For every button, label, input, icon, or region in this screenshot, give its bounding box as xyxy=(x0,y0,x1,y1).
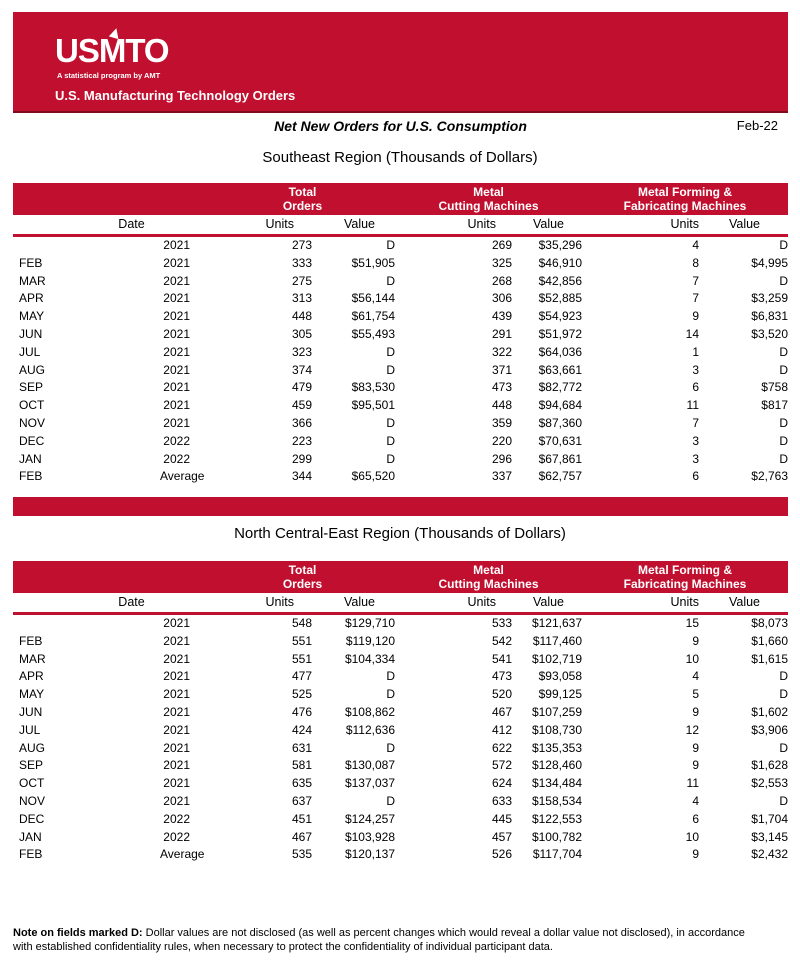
data-cell: 3 xyxy=(692,433,699,448)
date-cell xyxy=(13,668,210,702)
date-cell xyxy=(13,686,210,719)
date-year: 2021 xyxy=(163,704,190,719)
col-header-units: Units xyxy=(265,217,294,231)
date-year: 2021 xyxy=(163,740,190,755)
data-cell: 291 xyxy=(491,326,512,341)
average-cell: $2,432 xyxy=(751,847,788,862)
data-cell: D xyxy=(779,238,788,252)
data-cell: 622 xyxy=(491,740,512,755)
data-cell: $137,037 xyxy=(344,776,395,791)
data-cell: D xyxy=(779,273,788,288)
data-cell: D xyxy=(386,687,395,702)
date-month: AUG xyxy=(19,362,46,377)
data-cell: 220 xyxy=(491,433,512,448)
date-month: MAR xyxy=(19,273,46,288)
table-group-header xyxy=(13,561,788,593)
data-cell: D xyxy=(779,793,788,808)
date-month: FEB xyxy=(19,469,43,484)
data-cell: D xyxy=(386,415,395,430)
data-cell: 313 xyxy=(291,291,312,306)
date-year: 2021 xyxy=(163,273,190,288)
average-cell: 337 xyxy=(491,469,512,484)
data-cell: $93,058 xyxy=(538,669,582,684)
table-southeast xyxy=(13,183,788,486)
data-cell: $100,782 xyxy=(531,829,582,844)
group-header-metal-forming: Metal Forming & Fabricating Machines xyxy=(623,184,747,213)
data-cell: 273 xyxy=(291,238,312,252)
title-row xyxy=(13,117,788,135)
date-month: JAN xyxy=(19,829,42,844)
data-cell: 551 xyxy=(291,633,312,648)
data-cell: $99,125 xyxy=(538,687,582,702)
date-month: JUN xyxy=(19,704,43,719)
data-cell: 9 xyxy=(692,740,699,755)
date-cell xyxy=(13,237,210,270)
date-month: OCT xyxy=(19,776,45,791)
data-cell: $1,704 xyxy=(751,811,788,826)
data-cell: $121,637 xyxy=(531,616,582,630)
date-month: DEC xyxy=(19,433,45,448)
date-month: AUG xyxy=(19,740,46,755)
data-cell: $817 xyxy=(761,398,788,413)
average-cell: 535 xyxy=(291,847,312,862)
report-title: Net New Orders for U.S. Consumption xyxy=(274,118,527,134)
data-cell: $95,501 xyxy=(351,398,395,413)
data-cell: 424 xyxy=(291,722,312,737)
date-year: 2021 xyxy=(163,344,190,359)
data-cell: 305 xyxy=(291,326,312,341)
table-body xyxy=(13,615,788,864)
data-cell: D xyxy=(386,238,395,252)
data-cell: D xyxy=(386,433,395,448)
data-cell: 479 xyxy=(291,380,312,395)
date-month: NOV xyxy=(19,415,46,430)
data-cell: D xyxy=(386,793,395,808)
data-cell: 467 xyxy=(491,704,512,719)
col-header-value: Value xyxy=(532,217,564,231)
date-month: JUL xyxy=(19,344,41,359)
date-month: MAY xyxy=(19,309,45,324)
data-cell: $56,144 xyxy=(351,291,395,306)
date-year: 2022 xyxy=(163,433,190,448)
data-cell: D xyxy=(779,415,788,430)
data-cell: 268 xyxy=(491,273,512,288)
data-cell: D xyxy=(779,344,788,359)
data-cell: $52,885 xyxy=(538,291,582,306)
group-header-total-orders: Total Orders xyxy=(282,562,323,591)
date-month: JUL xyxy=(19,722,41,737)
date-month: JAN xyxy=(19,451,42,466)
table2-title: North Central-East Region (Thousands of Dollars) xyxy=(234,525,566,542)
average-cell: $117,704 xyxy=(532,847,582,862)
col-header-value: Value xyxy=(343,595,375,609)
data-cell: $64,036 xyxy=(538,344,582,359)
usmto-logo xyxy=(55,34,169,68)
date-month: DEC xyxy=(19,811,45,826)
col-header-date: Date xyxy=(118,217,145,231)
group-header-metal-cutting: Metal Cutting Machines xyxy=(438,184,539,213)
data-cell: $1,615 xyxy=(751,651,788,666)
average-cell: 9 xyxy=(692,847,699,862)
date-year: 2021 xyxy=(163,776,190,791)
usmto-logo-text: USMTO xyxy=(55,32,169,69)
data-cell: $1,602 xyxy=(751,704,788,719)
data-cell: $35,296 xyxy=(538,238,582,252)
data-cell: $129,710 xyxy=(344,616,395,630)
average-cell: $65,520 xyxy=(351,469,395,484)
data-cell: $67,861 xyxy=(538,451,582,466)
date-year: 2021 xyxy=(163,362,190,377)
data-cell: 366 xyxy=(291,415,312,430)
data-cell: $122,553 xyxy=(531,811,582,826)
average-cell: $62,757 xyxy=(538,469,582,484)
date-year: 2022 xyxy=(163,811,190,826)
date-year: 2021 xyxy=(163,758,190,773)
note-body: Dollar values are not disclosed (as well as percent changes which would reveal a dollar value not disclosed), in accordance with established confidentiality rules, when necessary to protect the confidentiality of individual participant data. xyxy=(13,927,745,953)
group-header-metal-cutting: Metal Cutting Machines xyxy=(438,562,539,591)
data-cell: 11 xyxy=(686,776,699,791)
data-cell: 520 xyxy=(491,687,512,702)
date-month: SEP xyxy=(19,758,44,773)
date-cell xyxy=(13,273,210,306)
average-cell: 344 xyxy=(291,469,312,484)
data-cell: D xyxy=(779,433,788,448)
average-cell: 6 xyxy=(692,469,699,484)
date-month: SEP xyxy=(19,380,44,395)
data-cell: 448 xyxy=(491,398,512,413)
data-cell: 525 xyxy=(291,687,312,702)
group-header-metal-forming: Metal Forming & Fabricating Machines xyxy=(623,562,747,591)
data-cell: 459 xyxy=(291,398,312,413)
data-cell: $128,460 xyxy=(531,758,582,773)
data-cell: 1 xyxy=(692,344,699,359)
table-north-central-east xyxy=(13,561,788,864)
brand-header xyxy=(13,12,788,113)
date-cell xyxy=(13,344,210,377)
data-cell: 439 xyxy=(491,309,512,324)
data-cell: 476 xyxy=(291,704,312,719)
data-cell: 9 xyxy=(692,633,699,648)
col-header-units: Units xyxy=(467,217,496,231)
average-cell: 526 xyxy=(491,847,512,862)
data-cell: D xyxy=(779,687,788,702)
data-cell: 6 xyxy=(692,811,699,826)
date-year: 2021 xyxy=(163,687,190,702)
note-lead: Note on fields marked D: xyxy=(13,927,143,939)
table1-title: Southeast Region (Thousands of Dollars) xyxy=(262,149,538,166)
data-cell: D xyxy=(779,740,788,755)
data-cell: 10 xyxy=(685,829,699,844)
data-cell: 7 xyxy=(692,291,699,306)
col-header-date: Date xyxy=(118,595,145,609)
data-cell: 581 xyxy=(291,758,312,773)
data-cell: D xyxy=(779,362,788,377)
data-cell: D xyxy=(779,451,788,466)
column-header-row xyxy=(13,593,788,612)
column-header-row xyxy=(13,215,788,234)
data-cell: $51,905 xyxy=(351,255,395,270)
data-cell: $46,910 xyxy=(538,255,582,270)
data-cell: $8,073 xyxy=(751,616,788,630)
date-year: 2021 xyxy=(163,633,190,648)
data-cell: 9 xyxy=(692,309,699,324)
data-cell: 374 xyxy=(291,362,312,377)
col-header-units: Units xyxy=(670,217,699,231)
data-cell: 542 xyxy=(491,633,512,648)
data-cell: $3,906 xyxy=(751,722,788,737)
date-year: 2022 xyxy=(163,451,190,466)
col-header-units: Units xyxy=(265,595,294,609)
data-cell: D xyxy=(386,344,395,359)
average-cell: $120,137 xyxy=(344,847,395,862)
date-cell xyxy=(13,704,210,737)
data-cell: 14 xyxy=(685,326,699,341)
date-cell xyxy=(13,615,210,648)
data-cell: $130,087 xyxy=(344,758,395,773)
data-cell: $107,259 xyxy=(531,704,582,719)
data-cell: 633 xyxy=(491,793,512,808)
data-cell: 322 xyxy=(491,344,512,359)
data-cell: D xyxy=(779,669,788,684)
data-cell: 477 xyxy=(291,669,312,684)
average-label: Average xyxy=(160,469,205,484)
data-cell: $108,862 xyxy=(344,704,395,719)
data-cell: 8 xyxy=(692,255,699,270)
data-cell: $6,831 xyxy=(751,309,788,324)
data-cell: $3,259 xyxy=(751,291,788,306)
date-cell xyxy=(13,362,210,395)
date-month: APR xyxy=(19,291,44,306)
data-cell: 631 xyxy=(291,740,312,755)
data-cell: $1,660 xyxy=(751,633,788,648)
date-year: 2021 xyxy=(163,651,190,666)
date-month: FEB xyxy=(19,847,43,862)
logo-subtitle: A statistical program by AMT xyxy=(57,71,161,80)
date-month: JUN xyxy=(19,326,43,341)
data-cell: $83,530 xyxy=(351,380,395,395)
data-cell: $2,553 xyxy=(751,776,788,791)
data-cell: $135,353 xyxy=(531,740,582,755)
date-cell xyxy=(13,740,210,773)
date-cell xyxy=(13,326,210,359)
data-cell: $61,754 xyxy=(351,309,395,324)
data-cell: $117,460 xyxy=(532,633,582,648)
data-cell: 533 xyxy=(491,616,512,630)
average-label: Average xyxy=(160,847,205,862)
data-cell: $3,520 xyxy=(751,326,788,341)
col-header-value: Value xyxy=(728,217,760,231)
data-cell: 9 xyxy=(692,704,699,719)
data-cell: $119,120 xyxy=(345,633,395,648)
data-cell: $124,257 xyxy=(344,811,395,826)
average-row xyxy=(13,846,788,864)
data-cell: 6 xyxy=(692,380,699,395)
data-cell: 299 xyxy=(291,451,312,466)
col-header-value: Value xyxy=(532,595,564,609)
data-cell: D xyxy=(386,273,395,288)
date-year: 2021 xyxy=(163,793,190,808)
data-cell: $87,360 xyxy=(538,415,582,430)
data-cell: $104,334 xyxy=(344,651,395,666)
data-cell: 4 xyxy=(692,793,699,808)
date-month: APR xyxy=(19,669,44,684)
data-cell: $55,493 xyxy=(351,326,395,341)
date-month: OCT xyxy=(19,398,45,413)
col-header-value: Value xyxy=(343,217,375,231)
group-header-spacer xyxy=(13,183,210,215)
date-cell xyxy=(13,722,210,755)
data-cell: 448 xyxy=(291,309,312,324)
disclosure-note xyxy=(13,927,745,954)
date-year: 2021 xyxy=(163,309,190,324)
data-cell: 11 xyxy=(686,398,699,413)
data-cell: 451 xyxy=(291,811,312,826)
date-cell xyxy=(13,290,210,324)
data-cell: $112,636 xyxy=(345,722,395,737)
data-cell: 473 xyxy=(491,669,512,684)
data-cell: 7 xyxy=(692,415,699,430)
data-cell: 637 xyxy=(291,793,312,808)
data-cell: 333 xyxy=(291,255,312,270)
data-cell: 467 xyxy=(291,829,312,844)
data-cell: 412 xyxy=(491,722,512,737)
date-month: MAR xyxy=(19,651,46,666)
data-cell: 551 xyxy=(291,651,312,666)
average-cell: $2,763 xyxy=(751,469,788,484)
date-year: 2021 xyxy=(163,238,190,252)
date-cell xyxy=(13,633,210,666)
date-month: FEB xyxy=(19,633,43,648)
date-year: 2021 xyxy=(163,398,190,413)
data-cell: $42,856 xyxy=(538,273,582,288)
data-cell: $758 xyxy=(761,380,788,395)
data-cell: $82,772 xyxy=(538,380,582,395)
date-month: FEB xyxy=(19,255,43,270)
org-title: U.S. Manufacturing Technology Orders xyxy=(55,88,296,103)
date-month: MAY xyxy=(19,687,45,702)
date-year: 2022 xyxy=(163,829,190,844)
date-year: 2021 xyxy=(163,326,190,341)
report-period: Feb-22 xyxy=(736,118,778,133)
section-divider xyxy=(13,497,788,516)
data-cell: 457 xyxy=(491,829,512,844)
data-cell: D xyxy=(386,362,395,377)
data-cell: 445 xyxy=(491,811,512,826)
date-cell xyxy=(13,651,210,684)
data-cell: D xyxy=(386,451,395,466)
data-cell: 5 xyxy=(692,687,699,702)
group-header-total-orders: Total Orders xyxy=(282,184,323,213)
data-cell: 269 xyxy=(491,238,512,252)
data-cell: 323 xyxy=(291,344,312,359)
date-year: 2021 xyxy=(163,415,190,430)
data-cell: 541 xyxy=(491,651,512,666)
date-year: 2021 xyxy=(163,255,190,270)
data-cell: $54,923 xyxy=(538,309,582,324)
data-cell: $51,972 xyxy=(538,326,582,341)
data-cell: 572 xyxy=(491,758,512,773)
data-cell: 296 xyxy=(491,451,512,466)
data-cell: 371 xyxy=(491,362,512,377)
data-cell: $158,534 xyxy=(531,793,582,808)
data-cell: 359 xyxy=(491,415,512,430)
data-cell: 635 xyxy=(291,776,312,791)
date-cell xyxy=(13,775,210,808)
data-cell: $4,995 xyxy=(751,255,788,270)
data-cell: 7 xyxy=(692,273,699,288)
data-cell: D xyxy=(386,669,395,684)
date-year: 2021 xyxy=(163,380,190,395)
data-cell: 4 xyxy=(692,669,699,684)
data-cell: $134,484 xyxy=(531,776,582,791)
data-cell: 9 xyxy=(692,758,699,773)
date-year: 2021 xyxy=(163,669,190,684)
data-cell: $70,631 xyxy=(538,433,582,448)
data-cell: 306 xyxy=(491,291,512,306)
data-cell: 10 xyxy=(685,651,699,666)
data-cell: 473 xyxy=(491,380,512,395)
data-cell: $94,684 xyxy=(538,398,582,413)
date-cell xyxy=(13,757,210,791)
table-group-header xyxy=(13,183,788,215)
data-cell: $63,661 xyxy=(538,362,582,377)
data-cell: 275 xyxy=(291,273,312,288)
data-cell: 223 xyxy=(291,433,312,448)
date-year: 2021 xyxy=(163,722,190,737)
data-cell: 3 xyxy=(692,451,699,466)
data-cell: 325 xyxy=(491,255,512,270)
data-cell: 548 xyxy=(291,616,312,630)
date-cell xyxy=(13,308,210,341)
col-header-units: Units xyxy=(467,595,496,609)
date-cell xyxy=(13,397,210,430)
data-cell: 624 xyxy=(491,776,512,791)
date-month: NOV xyxy=(19,793,46,808)
data-cell: $102,719 xyxy=(531,651,582,666)
date-year: 2021 xyxy=(163,616,190,630)
date-cell xyxy=(13,433,210,466)
col-header-units: Units xyxy=(670,595,699,609)
data-cell: $108,730 xyxy=(531,722,582,737)
data-cell: 15 xyxy=(685,616,699,630)
data-cell: 4 xyxy=(692,238,699,252)
table-body xyxy=(13,237,788,486)
date-cell xyxy=(13,811,210,844)
col-header-value: Value xyxy=(728,595,760,609)
data-cell: $103,928 xyxy=(344,829,395,844)
data-cell: $1,628 xyxy=(751,758,788,773)
data-cell: D xyxy=(386,740,395,755)
date-cell xyxy=(13,255,210,288)
group-header-spacer xyxy=(13,561,210,593)
average-row xyxy=(13,468,788,486)
date-year: 2021 xyxy=(163,291,190,306)
data-cell: $3,145 xyxy=(751,829,788,844)
data-cell: 3 xyxy=(692,362,699,377)
data-cell: 12 xyxy=(685,722,699,737)
date-cell xyxy=(13,379,210,413)
